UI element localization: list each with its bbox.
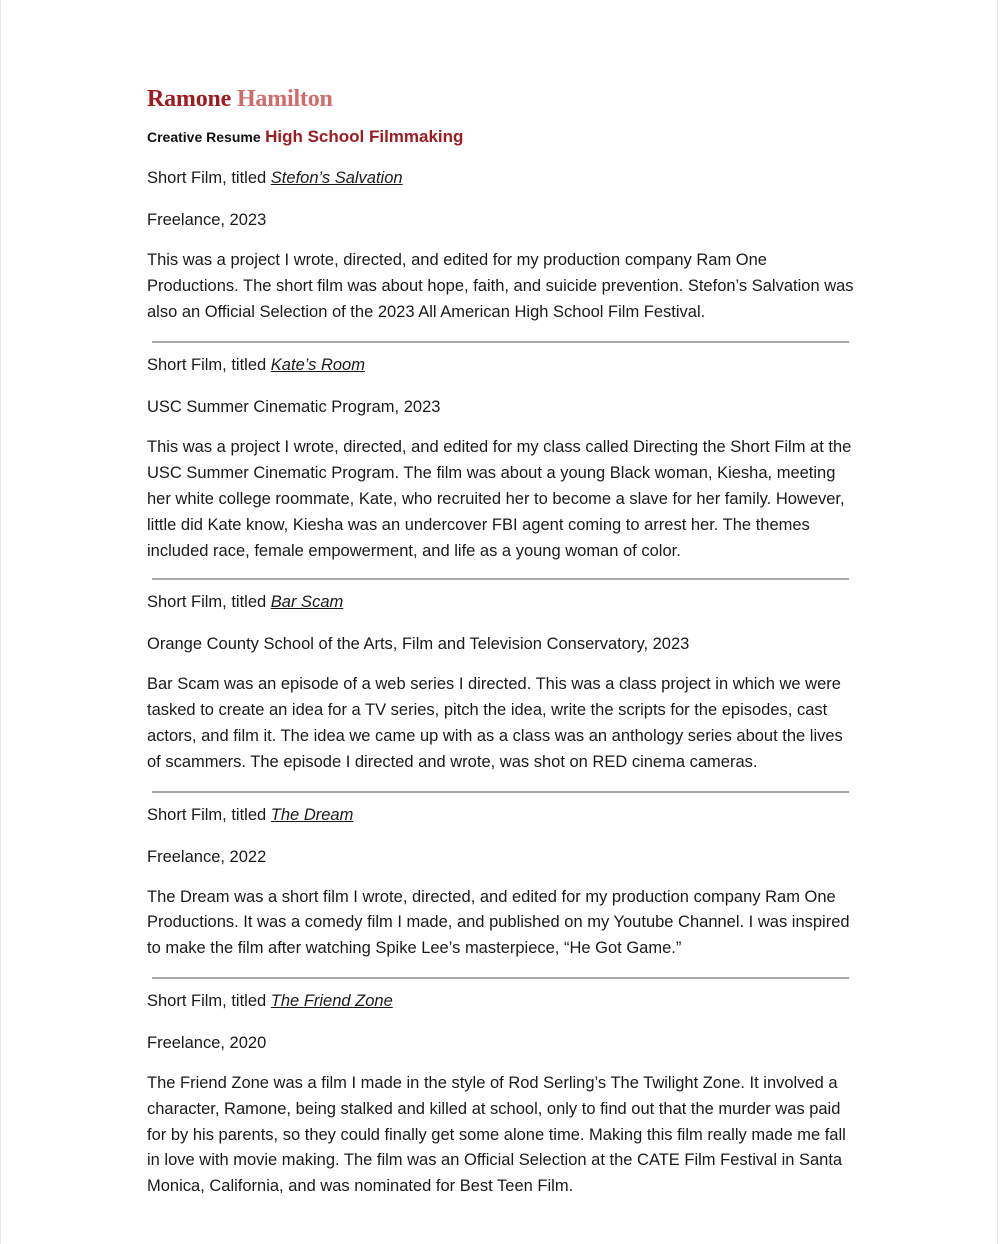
resume-label: Creative Resume [147, 129, 261, 145]
film-title: Kate’s Room [270, 356, 365, 375]
entry-prefix: Short Film, titled [147, 356, 271, 375]
entry-organization: Orange County School of the Arts, Film and Television Conservatory, 2023 [147, 635, 690, 654]
entry-prefix: Short Film, titled [147, 991, 271, 1010]
section-divider [152, 341, 849, 343]
section-divider [152, 977, 849, 979]
section-divider [152, 791, 849, 793]
last-name: Hamilton [236, 86, 333, 112]
film-title: Stefon’s Salvation [270, 169, 403, 187]
entry-title [147, 804, 859, 826]
applicant-name [147, 84, 859, 114]
entry-title [147, 591, 859, 613]
entry-description: This was a project I wrote, directed, and edited for my class called Directing the Short Film at the USC Summer Cinematic Program. The film was about a young Black woman, Kiesha, meeting her white college roommate, Kate, who recruited her to become a slave for her family. However, little did Kate know, Kiesha was an undercover FBI agent coming to arrest her. The themes included race, female empowerment, and life as a young woman of color. [147, 438, 852, 560]
entry-organization: Freelance, 2022 [147, 847, 267, 866]
entry-organization: Freelance, 2023 [147, 211, 267, 229]
resume-subtitle [147, 126, 859, 149]
entry-prefix: Short Film, titled [147, 593, 271, 612]
entry-prefix: Short Film, titled [147, 805, 271, 824]
film-title: Bar Scam [270, 593, 344, 612]
film-title: The Friend Zone [270, 991, 393, 1010]
section-divider [152, 578, 849, 580]
entry-organization: Freelance, 2020 [147, 1033, 267, 1052]
entry-title [147, 354, 859, 376]
entry-description: The Friend Zone was a film I made in the style of Rod Serling’s The Twilight Zone. It involved a character, Ramone, being stalked and killed at school, only to find out that the murder was paid for by his parents, so they could finally get some alone time. Making this film really made me fall in love with movie making. The film was an Official Selection at the CATE Film Festival in Santa Monica, California, and was nominated for Best Teen Film. [147, 1073, 846, 1196]
entry-prefix: Short Film, titled [147, 169, 271, 187]
entry-title [147, 990, 859, 1012]
resume-content [147, 84, 859, 1200]
entry-description: The Dream was a short film I wrote, directed, and edited for my production company Ram One Productions. It was a comedy film I made, and published on my Youtube Channel. I was inspired to make the film after watching Spike Lee’s masterpiece, “He Got Game.” [147, 887, 850, 958]
entry-description: Bar Scam was an episode of a web series I directed. This was a class project in which we were tasked to create an idea for a TV series, pitch the idea, write the scripts for the episodes, cast actors, and film it. The idea we came up with as a class was an anthology series about the lives of scammers. The episode I directed and wrote, was shot on RED cinema cameras. [147, 675, 843, 771]
entry-description: This was a project I wrote, directed, and edited for my production company Ram One Productions. The short film was about hope, faith, and suicide prevention. Stefon’s Salvation was also an Official Selection of the 2023 All American High School Film Festival. [147, 251, 854, 321]
entry-organization: USC Summer Cinematic Program, 2023 [147, 398, 441, 417]
entry-title [147, 167, 859, 189]
first-name: Ramone [147, 86, 232, 112]
film-title: The Dream [270, 805, 354, 824]
resume-track: High School Filmmaking [265, 127, 464, 146]
